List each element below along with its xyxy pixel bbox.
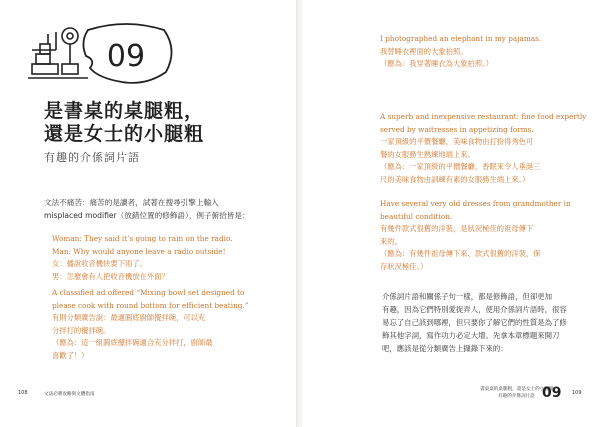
example-chinese-line: 來的。 bbox=[380, 236, 402, 246]
page-number-right: 109 bbox=[572, 390, 582, 396]
body-line: 吧，應該是從分類廣告上擷錄下來的： bbox=[382, 344, 508, 353]
intro-line: misplaced modifier（放錯位置的修飾語），例子俯拾皆是： bbox=[44, 211, 250, 220]
gear-machine-icon bbox=[28, 28, 88, 78]
chapter-subtitle: 有趣的介係詞片語 bbox=[44, 151, 140, 164]
example-english-line: I photographed an elephant in my pajamas. bbox=[380, 34, 542, 43]
example-block bbox=[380, 111, 586, 186]
example-chinese-line: 一家頂級的平價餐廳，美味食物由打扮得秀色可 bbox=[380, 137, 534, 146]
chapter-emblem bbox=[26, 20, 186, 90]
body-line: 介係詞片語和關係子句一樣，都是修飾語，但卻更加 bbox=[382, 292, 552, 301]
example-block bbox=[52, 287, 249, 362]
body-paragraph bbox=[382, 290, 582, 355]
right-page bbox=[302, 0, 600, 427]
example-english-line: A superb and inexpensive restaurant: fine food expertly bbox=[380, 112, 587, 121]
example-chinese-line: 餐的女服務生熟練地端上來。 bbox=[380, 149, 475, 159]
example-english-line: Woman: They said it’s going to rain on the radio. bbox=[52, 234, 233, 243]
intro-line: 文法不痛苦：痛苦的是讀者，試著在搜尋引擎上輸入 bbox=[44, 198, 219, 207]
example-chinese-line: 有則分類廣告說：最適圓底廚師攪拌碗，可以充 bbox=[52, 313, 206, 322]
example-chinese-line: 男：怎麼會有人把收音機放在外面？ bbox=[52, 271, 169, 281]
chapter-title bbox=[44, 100, 204, 146]
left-page bbox=[0, 0, 298, 427]
example-chinese-line: （應為：有幾件祖母傳下來、款式很舊的洋裝，保 bbox=[380, 249, 541, 258]
running-head-right-1: 書桌桌的桌腿粗，還是女士的小腿粗 bbox=[480, 387, 554, 392]
chapter-title-line-1: 是書桌的桌腿粗， bbox=[44, 100, 205, 122]
example-english-line: beautiful condition. bbox=[380, 211, 453, 221]
chapter-number: 09 bbox=[106, 39, 146, 74]
example-chinese-line: （應為：我穿著睡衣為大象拍照。） bbox=[380, 59, 494, 68]
running-head-left: 文法必勝攻略與文體指南 bbox=[44, 392, 95, 397]
example-block bbox=[52, 233, 233, 283]
running-head-right-2: 有趣的介係詞片語 bbox=[498, 394, 535, 399]
example-chinese-line: 我替睡衣裡面的大象拍照。 bbox=[380, 46, 468, 56]
example-chinese-line: （應為：這一組圓底攪拌碗適合充分拌打，廚師最 bbox=[52, 338, 213, 347]
example-chinese-line: 女：播說收音機快要下雨了。 bbox=[52, 259, 147, 268]
example-english-line: served by waitresses in appetizing forms. bbox=[380, 124, 534, 134]
body-line: 有趣，因為它們特別愛捉弄人，使用介係詞片語時，很容 bbox=[382, 305, 567, 314]
example-chinese-line: （應為：一家頂級的平價餐廳，香眠來令人垂涎三 bbox=[380, 162, 541, 171]
example-english-line: please cook with round bottom for efficient beating.” bbox=[52, 300, 249, 310]
example-chinese-line: 喜歡了！） bbox=[52, 350, 89, 360]
example-chinese-line: 尺的美味食物由訓練有素的女服務生端上來。） bbox=[380, 174, 530, 184]
footer-chapter-number: 09 bbox=[542, 385, 562, 401]
example-english-line: Have several very old dresses from grandmother in bbox=[380, 199, 571, 208]
example-english-line: A classified ad offered “Mixing bowl set designed to bbox=[52, 288, 245, 297]
intro-paragraph bbox=[44, 196, 274, 222]
example-block bbox=[380, 33, 541, 71]
chapter-title-line-2: 還是女士的小腿粗 bbox=[44, 123, 205, 145]
example-chinese-line: 有幾件款式很舊的洋裝，是狀況極佳的祖母傳下 bbox=[380, 224, 534, 233]
example-chinese-line: 分拌打的攪拌碗。 bbox=[52, 325, 111, 335]
example-block bbox=[380, 198, 571, 273]
page-number-left: 108 bbox=[18, 390, 28, 396]
body-line: 飾其他字詞，寫作功力必定大增。先拿本章標題來開刀 bbox=[382, 331, 560, 340]
example-english-line: Man: Why would anyone leave a radio outside! bbox=[52, 246, 226, 256]
example-chinese-line: 存狀況極佳。） bbox=[380, 261, 428, 271]
body-line: 易忘了自己該到哪裡，但只要你了解它們的性質是為了修 bbox=[382, 318, 567, 327]
